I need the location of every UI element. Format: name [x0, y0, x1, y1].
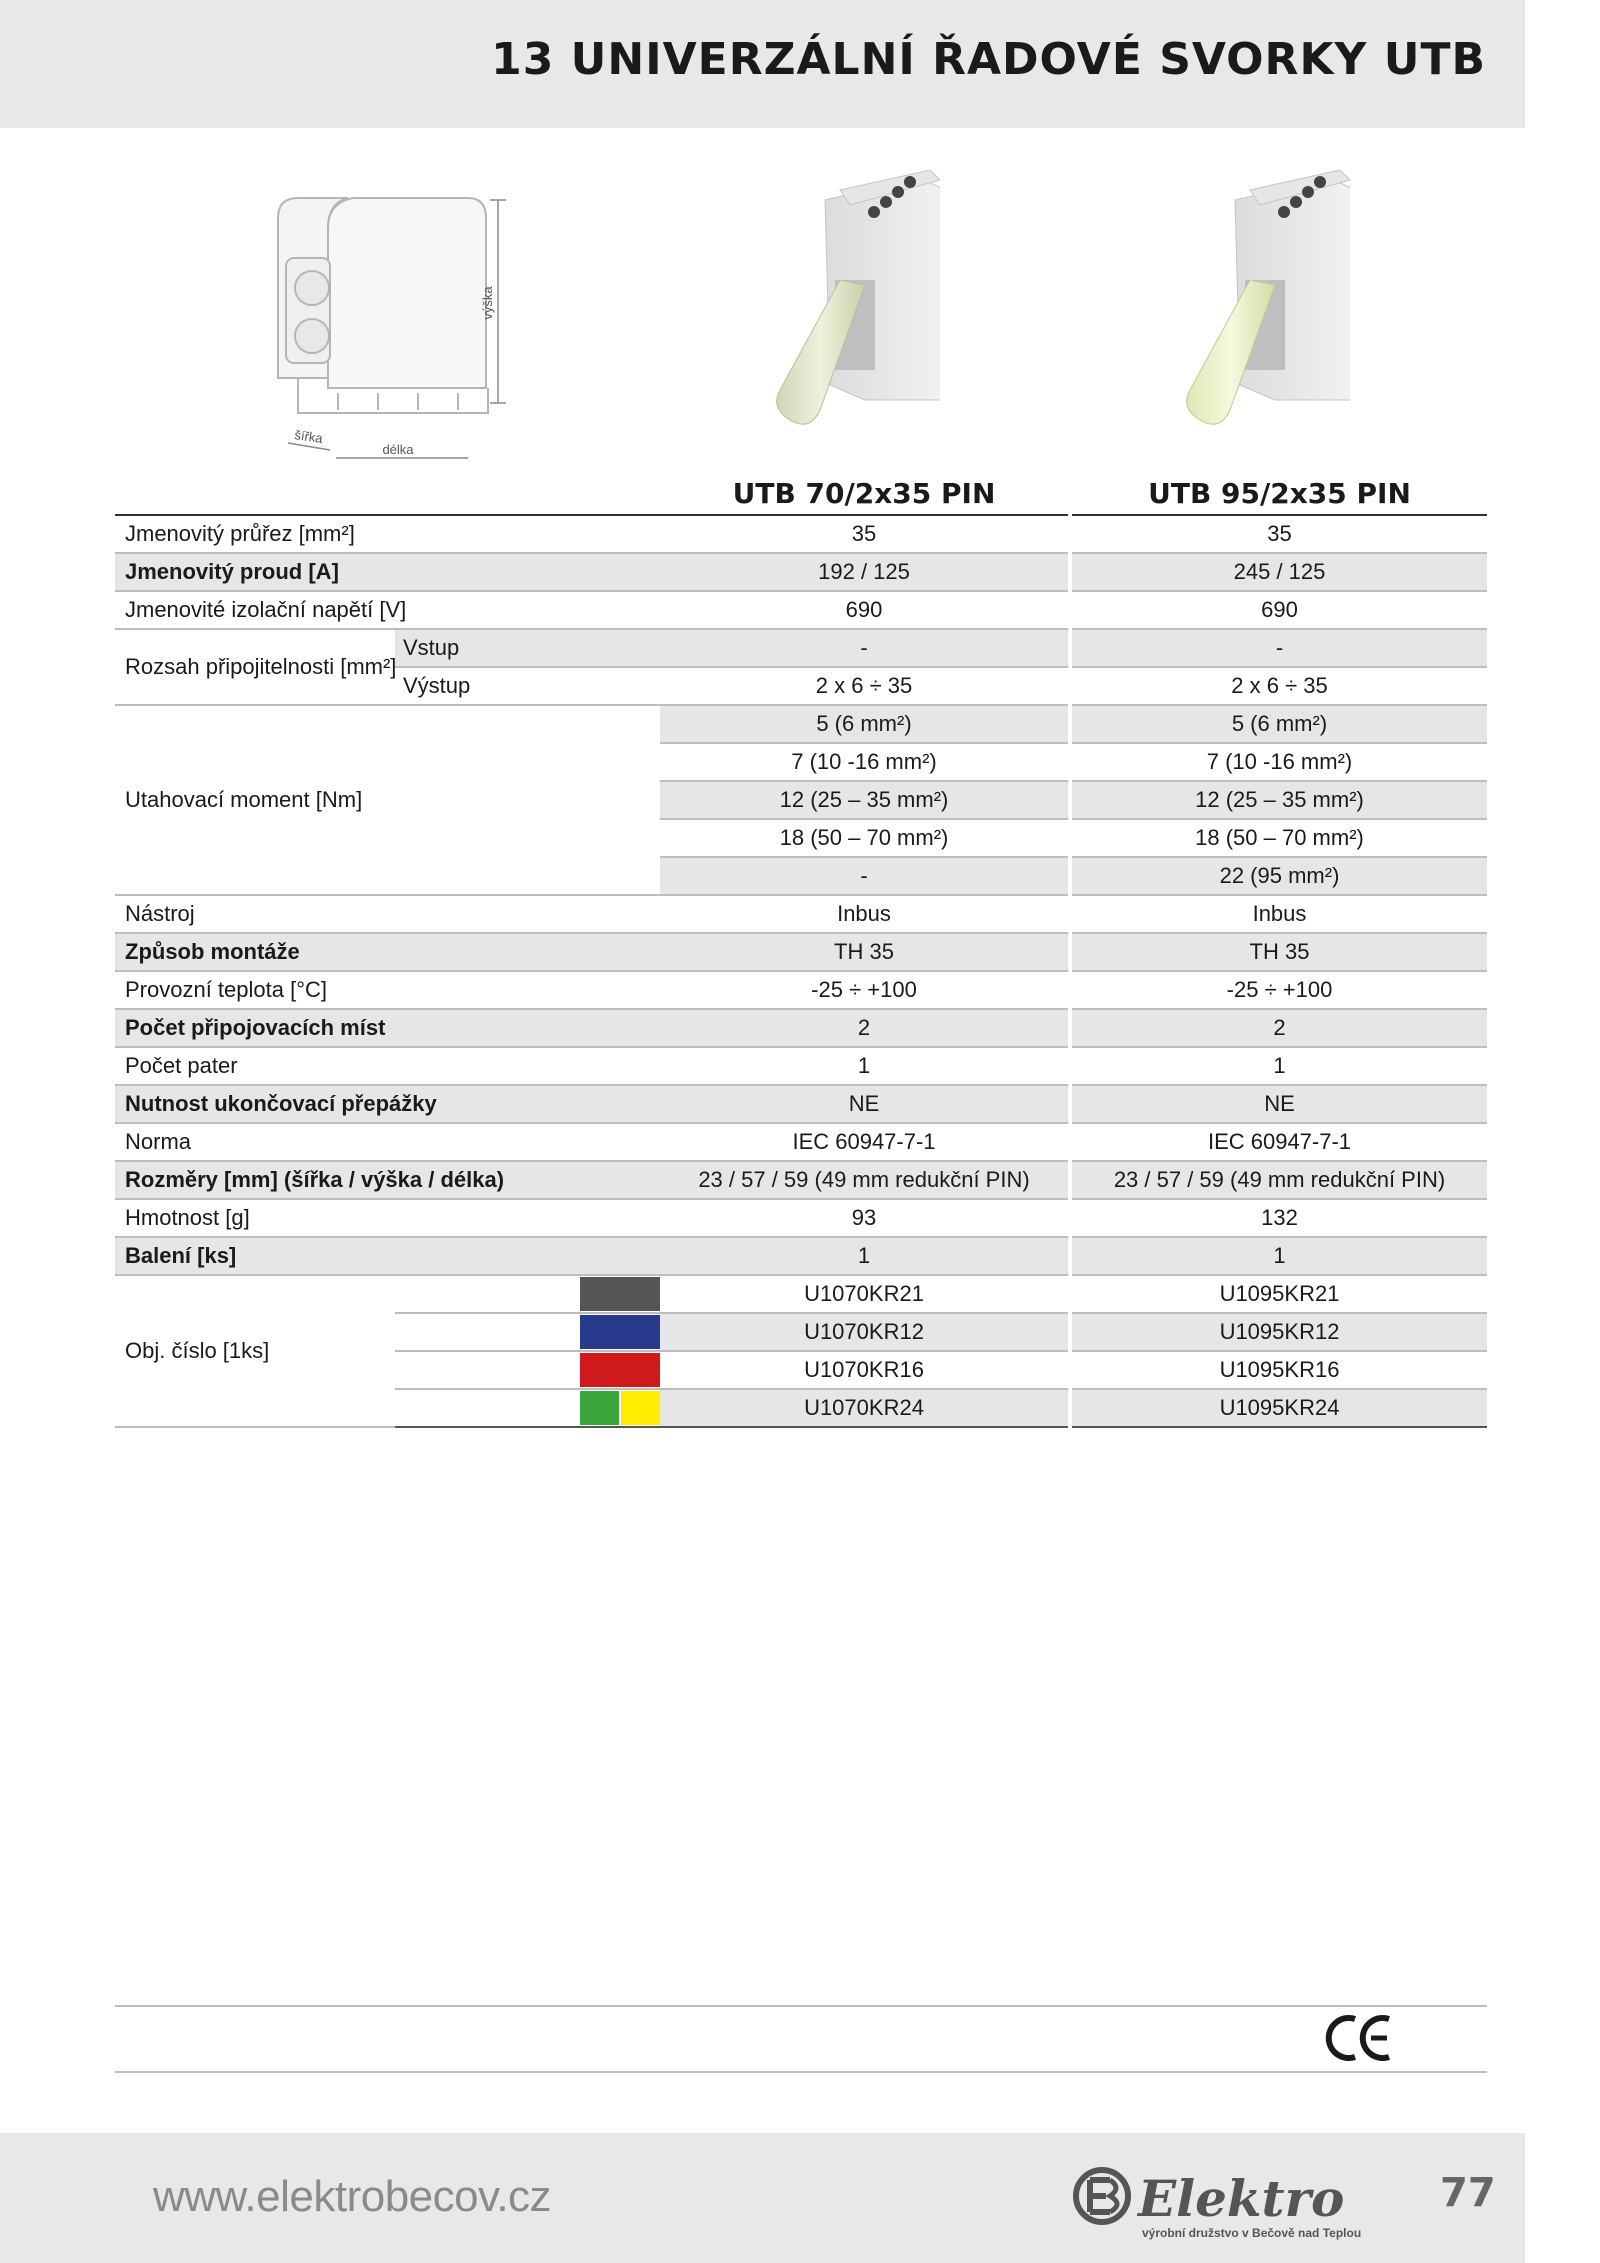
color-swatch	[580, 1315, 660, 1349]
row-label: Provozní teplota [°C]	[115, 971, 660, 1009]
row-label: Norma	[115, 1123, 660, 1161]
row-value: 23 / 57 / 59 (49 mm redukční PIN)	[660, 1161, 1068, 1199]
row-value: 12 (25 – 35 mm²)	[660, 781, 1068, 819]
table-row	[115, 971, 1487, 1009]
page-title: 13 UNIVERZÁLNÍ ŘADOVÉ SVORKY UTB	[491, 34, 1486, 85]
row-label: Jmenovité izolační napětí [V]	[115, 591, 660, 629]
brand-name: Elektro	[1138, 2169, 1345, 2228]
sub-label: Vstup	[395, 629, 660, 667]
row-value: -	[660, 857, 1068, 895]
ce-mark-icon	[1325, 2013, 1395, 2063]
footer-url[interactable]: www.elektrobecov.cz	[153, 2172, 552, 2221]
sub-label: Výstup	[395, 667, 660, 705]
row-value: -25 ÷ +100	[1072, 971, 1487, 1009]
row-value: 93	[660, 1199, 1068, 1237]
row-value: 132	[1072, 1199, 1487, 1237]
row-label: Hmotnost [g]	[115, 1199, 660, 1237]
row-value: 690	[660, 591, 1068, 629]
table-row	[115, 1009, 1487, 1047]
row-value: 23 / 57 / 59 (49 mm redukční PIN)	[1072, 1161, 1487, 1199]
table-row	[115, 1161, 1487, 1199]
row-value: NE	[660, 1085, 1068, 1123]
table-row	[115, 933, 1487, 971]
product-header-2: UTB 95/2x35 PIN	[1072, 470, 1487, 515]
row-value: U1095KR21	[1072, 1275, 1487, 1313]
table-row	[115, 1275, 1487, 1313]
row-label: Způsob montáže	[115, 933, 660, 971]
color-swatch	[580, 1391, 619, 1425]
row-value: 245 / 125	[1072, 553, 1487, 591]
row-value: 12 (25 – 35 mm²)	[1072, 781, 1487, 819]
row-label: Počet připojovacích míst	[115, 1009, 660, 1047]
row-value: Inbus	[660, 895, 1068, 933]
row-value: U1070KR24	[660, 1389, 1068, 1427]
row-label: Jmenovitý proud [A]	[115, 553, 660, 591]
table-row	[115, 895, 1487, 933]
table-header-row	[115, 470, 1487, 515]
row-value: 1	[1072, 1047, 1487, 1085]
product-photo-utb70	[770, 170, 940, 440]
row-value: -25 ÷ +100	[660, 971, 1068, 1009]
row-value: 1	[660, 1237, 1068, 1275]
color-swatch-green-yellow	[395, 1389, 660, 1427]
row-value: 7 (10 -16 mm²)	[1072, 743, 1487, 781]
row-label: Nutnost ukončovací přepážky	[115, 1085, 660, 1123]
width-label: šířka	[293, 427, 324, 446]
row-value: 2	[1072, 1009, 1487, 1047]
color-swatch-red	[395, 1351, 660, 1389]
color-swatch-grey	[395, 1275, 660, 1313]
row-label: Balení [ks]	[115, 1237, 660, 1275]
row-value: TH 35	[660, 933, 1068, 971]
table-row	[115, 1047, 1487, 1085]
row-value: U1070KR12	[660, 1313, 1068, 1351]
row-value: 18 (50 – 70 mm²)	[1072, 819, 1487, 857]
row-value: 690	[1072, 591, 1487, 629]
row-value: 7 (10 -16 mm²)	[660, 743, 1068, 781]
row-label: Nástroj	[115, 895, 660, 933]
table-row	[115, 1123, 1487, 1161]
row-value: IEC 60947-7-1	[1072, 1123, 1487, 1161]
row-value: 1	[660, 1047, 1068, 1085]
row-label: Počet pater	[115, 1047, 660, 1085]
row-value: U1095KR12	[1072, 1313, 1487, 1351]
row-value: 18 (50 – 70 mm²)	[660, 819, 1068, 857]
color-swatch-blue	[395, 1313, 660, 1351]
table-row	[115, 515, 1487, 553]
row-value: 5 (6 mm²)	[660, 705, 1068, 743]
row-label: Rozměry [mm] (šířka / výška / délka)	[115, 1161, 660, 1199]
row-label: Obj. číslo [1ks]	[115, 1275, 395, 1427]
row-value: U1070KR16	[660, 1351, 1068, 1389]
table-row	[115, 629, 1487, 667]
brand-tagline: výrobní družstvo v Bečově nad Teplou	[1142, 2226, 1362, 2240]
row-value: TH 35	[1072, 933, 1487, 971]
row-value: -	[1072, 629, 1487, 667]
row-value: 22 (95 mm²)	[1072, 857, 1487, 895]
row-value: U1070KR21	[660, 1275, 1068, 1313]
height-label: výška	[480, 286, 495, 320]
color-swatch	[580, 1277, 660, 1311]
length-label: délka	[382, 442, 414, 457]
table-row	[115, 1237, 1487, 1275]
row-value: 2	[660, 1009, 1068, 1047]
row-value: NE	[1072, 1085, 1487, 1123]
product-header-1: UTB 70/2x35 PIN	[660, 470, 1068, 515]
row-value: 35	[1072, 515, 1487, 553]
table-row	[115, 1085, 1487, 1123]
dimension-drawing	[268, 188, 508, 466]
color-swatch	[621, 1391, 660, 1425]
row-value: -	[660, 629, 1068, 667]
row-value: 5 (6 mm²)	[1072, 705, 1487, 743]
divider	[115, 2005, 1487, 2007]
color-swatch	[580, 1353, 660, 1387]
row-value: 1	[1072, 1237, 1487, 1275]
row-label: Rozsah připojitelnosti [mm²]	[115, 629, 395, 705]
row-value: U1095KR16	[1072, 1351, 1487, 1389]
row-value: IEC 60947-7-1	[660, 1123, 1068, 1161]
page-number: 77	[1440, 2170, 1496, 2216]
row-value: 2 x 6 ÷ 35	[660, 667, 1068, 705]
table-row	[115, 705, 1487, 743]
divider	[115, 2071, 1487, 2073]
table-row	[115, 1199, 1487, 1237]
row-label: Jmenovitý průřez [mm²]	[115, 515, 660, 553]
row-value: Inbus	[1072, 895, 1487, 933]
row-value: 35	[660, 515, 1068, 553]
table-row	[115, 553, 1487, 591]
row-value: U1095KR24	[1072, 1389, 1487, 1427]
row-value: 192 / 125	[660, 553, 1068, 591]
table-row	[115, 591, 1487, 629]
spec-table	[115, 470, 1487, 1428]
product-photo-utb95	[1180, 170, 1350, 440]
row-label: Utahovací moment [Nm]	[115, 705, 660, 895]
row-value: 2 x 6 ÷ 35	[1072, 667, 1487, 705]
